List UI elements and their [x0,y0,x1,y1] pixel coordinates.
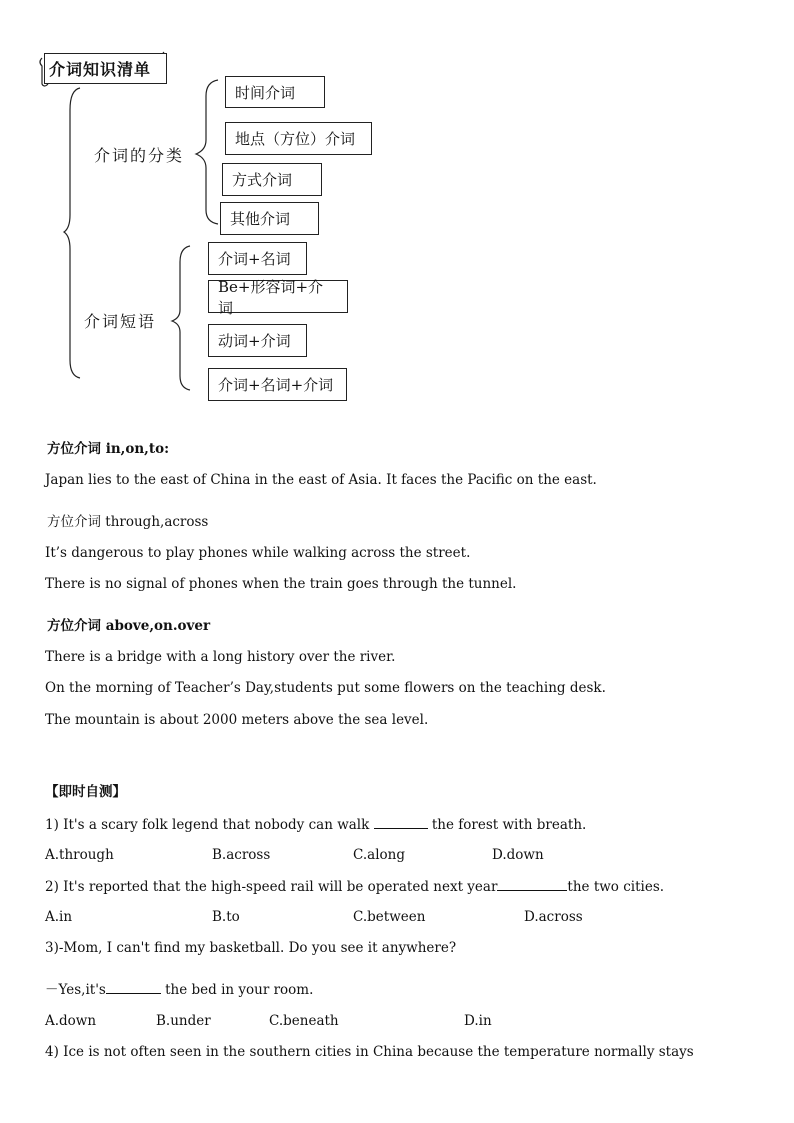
question-3-answer [45,978,313,998]
title-banner-text: 介词知识清单 [49,60,152,79]
mindmap-node [208,242,307,275]
node-label: 动词+介词 [218,332,291,350]
question-text: the two cities. [567,879,665,895]
section-heading: 方位介词 above,on.over [47,618,211,634]
option: C.beneath [269,1013,339,1029]
option: C.along [353,847,405,863]
question-1 [45,816,586,833]
mindmap-node [208,324,307,357]
title-banner [44,53,167,84]
example-sentence: It’s dangerous to play phones while walking across the street. [45,545,471,561]
question-text: the bed in your room. [160,982,314,998]
question-text: 1) It's a scary folk legend that nobody can walk [45,817,374,833]
question-4: 4) Ice is not often seen in the southern cities in China because the temperature normally stays [45,1044,694,1060]
option: A.through [45,847,114,863]
section-heading: 方位介词 through,across [47,514,209,530]
example-sentence: The mountain is about 2000 meters above the sea level. [45,712,429,728]
option: D.across [524,909,583,925]
node-label: 其他介词 [230,210,291,228]
mindmap-node [208,277,348,317]
node-label: 介词+名词+介词 [218,376,334,394]
quiz-heading: 【即时自测】 [45,784,126,800]
mindmap-node [222,163,322,196]
example-sentence: There is no signal of phones when the train goes through the tunnel. [45,576,517,592]
question-2 [45,878,664,895]
answer-blank [374,816,428,829]
option: A.down [45,1013,97,1029]
example-sentence: Japan lies to the east of China in the east of Asia. It faces the Pacific on the east. [45,472,597,488]
section-heading: 方位介词 in,on,to: [47,441,170,457]
node-label: Be+形容词+介词 [218,277,324,317]
option: D.down [492,847,544,863]
option: B.to [212,909,240,925]
node-label: 时间介词 [235,83,296,102]
mindmap-node [225,122,372,155]
node-label: 介词+名词 [218,250,291,268]
option: B.across [212,847,271,863]
option: D.in [464,1013,492,1029]
answer-blank [497,878,567,891]
example-sentence: There is a bridge with a long history over the river. [45,649,396,665]
question-3: 3)-Mom, I can't find my basketball. Do you see it anywhere? [45,940,457,956]
node-label: 地点（方位）介词 [235,130,356,148]
question-text: 2) It's reported that the high-speed rail will be operated next year [45,879,498,895]
answer-blank [106,981,161,994]
category-classification: 介词的分类 [94,146,185,165]
mindmap-node [225,76,325,108]
option: C.between [353,909,426,925]
option: A.in [45,909,73,925]
mindmap-node [208,368,347,401]
category-phrases: 介词短语 [84,312,157,331]
question-text: the forest with breath. [427,817,587,833]
mindmap-node [220,202,319,235]
option: B.under [156,1013,211,1029]
question-text: －Yes,it's [45,982,106,998]
node-label: 方式介词 [232,171,293,189]
example-sentence: On the morning of Teacher’s Day,students put some flowers on the teaching desk. [45,680,606,696]
